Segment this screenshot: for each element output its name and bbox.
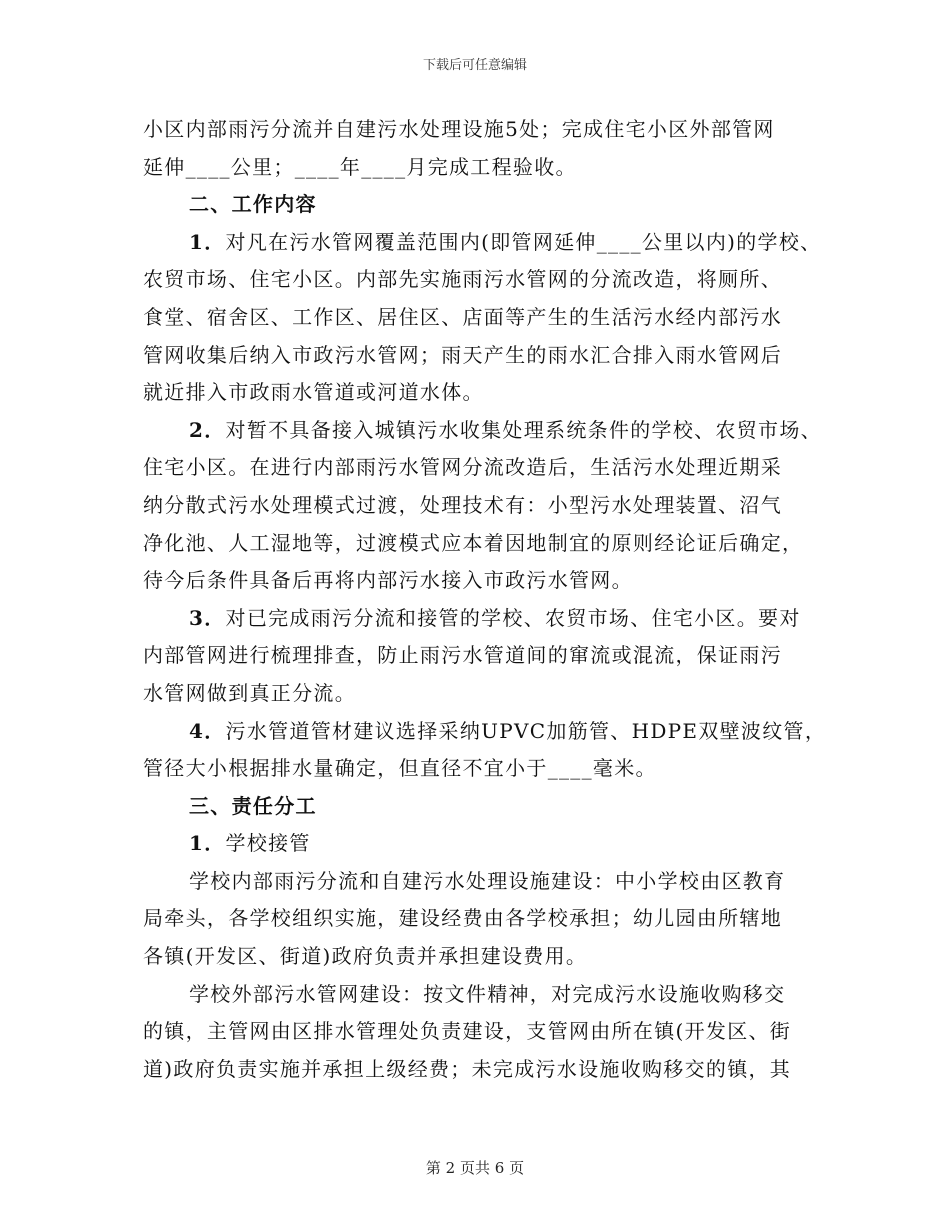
text-line: 各镇(开发区、街道)政府负责并承担建设费用。 <box>143 944 588 969</box>
text-line: 的镇，主管网由区排水管理处负责建设，支管网由所在镇(开发区、街 <box>143 1019 792 1044</box>
text-line: 农贸市场、住宅小区。内部先实施雨污水管网的分流改造，将厕所、 <box>143 267 782 292</box>
section-heading: 二、工作内容 <box>189 192 317 217</box>
text-line: 水管网做到真正分流。 <box>143 680 356 705</box>
item-text: 对暂不具备接入城镇污水收集处理系统条件的学校、农贸市场、 <box>225 417 822 442</box>
text-line: 待今后条件具备后再将内部污水接入市政污水管网。 <box>143 568 633 593</box>
text-line: 管径大小根据排水量确定，但直径不宜小于____毫米。 <box>143 756 657 781</box>
text-line: 就近排入市政雨水管道或河道水体。 <box>143 380 484 405</box>
text-line: 局牵头，各学校组织实施，建设经费由各学校承担；幼儿园由所辖地 <box>143 906 782 931</box>
text-line <box>143 600 843 638</box>
text-line <box>143 412 843 450</box>
item-text: 污水管道管材建议选择采纳UPVC加筋管、HDPE双壁波纹管， <box>225 718 827 743</box>
item-number: 2． <box>189 417 226 442</box>
text-line: 纳分散式污水处理模式过渡，处理技术有：小型污水处理装置、沼气 <box>143 492 782 517</box>
text-line: 住宅小区。在进行内部雨污水管网分流改造后，生活污水处理近期采 <box>143 455 782 480</box>
text-line: 食堂、宿舍区、工作区、居住区、店面等产生的生活污水经内部污水 <box>143 304 782 329</box>
document-body <box>143 111 843 1088</box>
text-line: 净化池、人工湿地等，过渡模式应本着因地制宜的原则经论证后确定， <box>143 530 804 555</box>
text-line <box>143 224 843 262</box>
text-line: 管网收集后纳入市政污水管网；雨天产生的雨水汇合排入雨水管网后 <box>143 342 782 367</box>
section-heading: 三、责任分工 <box>189 793 317 818</box>
text-line: 学校外部污水管网建设：按文件精神，对完成污水设施收购移交 <box>189 981 786 1006</box>
text-line: 学校内部雨污分流和自建污水处理设施建设：中小学校由区教育 <box>189 868 786 893</box>
item-number: 3． <box>189 605 226 630</box>
text-line: 内部管网进行梳理排查，防止雨污水管道间的窜流或混流，保证雨污 <box>143 643 782 668</box>
text-line: 延伸____公里；____年____月完成工程验收。 <box>143 154 577 179</box>
item-number: 1． <box>189 831 226 856</box>
text-line: 道)政府负责实施并承担上级经费；未完成污水设施收购移交的镇，其 <box>143 1056 792 1081</box>
item-text: 对凡在污水管网覆盖范围内(即管网延伸____公里以内)的学校、 <box>225 229 822 254</box>
item-text: 学校接管 <box>225 831 311 856</box>
page-header: 下载后可任意编辑 <box>422 58 527 73</box>
item-number: 1． <box>189 229 226 254</box>
subsection-heading <box>143 825 843 863</box>
text-line: 小区内部雨污分流并自建污水处理设施5处；完成住宅小区外部管网 <box>143 117 775 141</box>
item-text: 对已完成雨污分流和接管的学校、农贸市场、住宅小区。要对 <box>225 605 801 630</box>
text-line <box>143 713 843 751</box>
page-footer: 第 2 页共 6 页 <box>425 1159 525 1177</box>
item-number: 4． <box>189 718 226 743</box>
